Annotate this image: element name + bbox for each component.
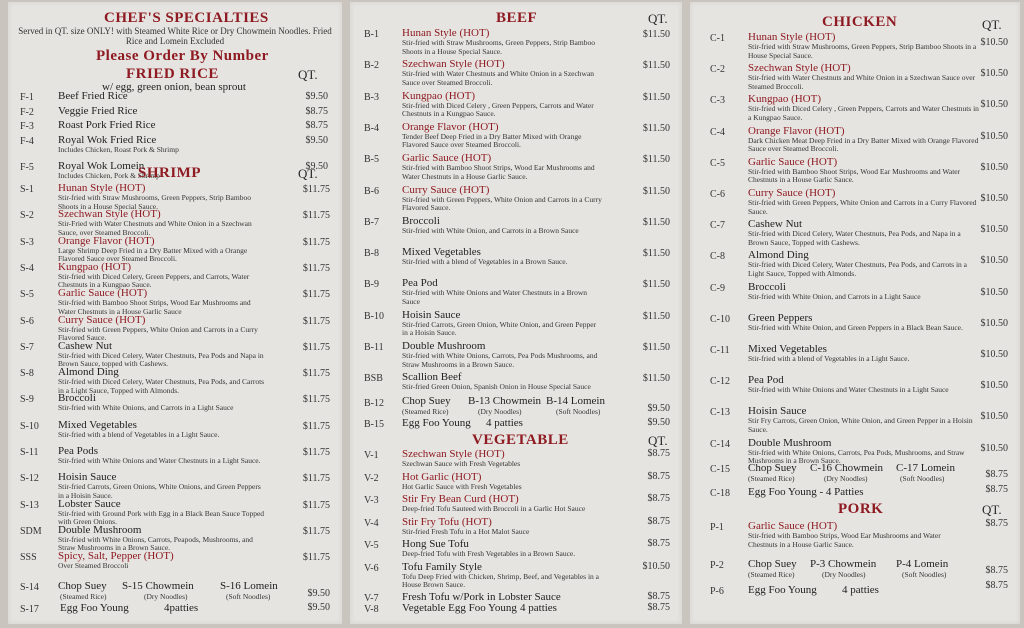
- item-price: $8.75: [647, 515, 670, 527]
- beef-qt: QT.: [648, 11, 668, 26]
- item-desc: Stir-fried with White Onions, Carrots, Peapods, Mushrooms, and Straw Mushrooms in a Brown Sauce.: [58, 534, 253, 553]
- order-note: Please Order By Number: [96, 48, 269, 64]
- foo-name: Egg Foo Young - 4 Patties: [748, 486, 864, 498]
- item-price: $8.75: [305, 120, 328, 131]
- item-desc: Stir-fried with Green Peppers, White Onion and Carrots in a Curry Flavored Sauce.: [58, 324, 258, 342]
- foo-name: Egg Foo Young: [60, 602, 129, 614]
- item-name: Hot Garlic (HOT): [402, 470, 482, 483]
- foo-name: Egg Foo Young: [748, 584, 817, 596]
- item-price: $9.50: [305, 161, 328, 172]
- item-code: P-1: [710, 522, 724, 533]
- item-desc: Stir-fried with Green Peppers, White Onion and Carrots in a Curry Flavored Sauce.: [402, 194, 602, 212]
- item-code: S-5: [20, 289, 34, 301]
- item-price: $10.50: [980, 317, 1008, 329]
- item-price: $11.75: [302, 184, 330, 195]
- item-desc: Stir-fried with Diced Celery , Green Peppers, Carrots and Water Chestnuts in a Kungpao Sauce.: [402, 100, 594, 119]
- combo-b: B-13 Chowmein: [468, 395, 542, 407]
- item-price: $10.50: [980, 442, 1008, 454]
- item-code: C-3: [710, 95, 725, 107]
- item-desc: Szechwan Sauce with Fresh Vegetables: [402, 459, 521, 468]
- item-price: $11.75: [302, 525, 330, 537]
- combo-code: S-14: [20, 582, 39, 593]
- foo-note: 4 patties: [486, 417, 523, 429]
- foo-code: B-15: [364, 419, 384, 430]
- fried-rice-qt: QT.: [298, 67, 318, 82]
- item-code: S-2: [20, 210, 34, 222]
- item-code: V-6: [364, 562, 379, 574]
- foo-price: $8.75: [985, 484, 1008, 495]
- item-price: $9.50: [305, 134, 328, 146]
- item-name: Scallion Beef: [402, 371, 462, 384]
- item-desc: Tender Beef Deep Fried in a Dry Batter Mixed with Orange Flavored Sauce over Steamed Broccoli.: [402, 131, 582, 150]
- item-desc: Stir-fried with Bamboo Shoot Strips, Wood Ear Mushrooms and Water Chestnuts in a House Garlic Sauce: [58, 298, 251, 316]
- item-code: B-9: [364, 279, 379, 291]
- combo-price: $8.75: [985, 469, 1008, 480]
- item-price: $11.75: [302, 552, 330, 564]
- item-name: Garlic Sauce (HOT): [58, 287, 148, 300]
- item-name: Orange Flavor (HOT): [748, 124, 845, 137]
- item-price: $9.50: [305, 91, 328, 102]
- item-code: B-10: [364, 310, 384, 322]
- item-code: C-12: [710, 376, 730, 388]
- item-name: Kungpao (HOT): [58, 260, 132, 273]
- item-code: B-2: [364, 60, 379, 72]
- fried-rice-subtitle: w/ egg, green onion, bean sprout: [102, 81, 246, 93]
- item-price: $10.50: [980, 99, 1008, 111]
- item-desc: Large Shrimp Deep Fried in a Dry Batter Mixed with a Orange Flavored Sauce over Steamed Broccoli.: [58, 245, 248, 264]
- item-price: $8.75: [647, 493, 670, 504]
- item-code: C-2: [710, 64, 725, 76]
- item-code: V-5: [364, 540, 379, 551]
- chicken-qt: QT.: [982, 17, 1002, 32]
- item-desc: Stir-fried with Diced Celery, Water Chestnuts, Pea Pods and Napa in Brown Sauce, topped with Cashews.: [58, 350, 264, 369]
- combo-code: P-2: [710, 560, 724, 571]
- item-desc: Deep-fried Tofu Sauteed with Broccoli in a Garlic Hot Sauce: [402, 504, 586, 513]
- item-price: $10.50: [980, 68, 1008, 80]
- item-desc: Stir-fried with White Onions and Water Chestnuts in a Light Sauce: [748, 385, 949, 395]
- item-desc: Stir-fried with White Onion, and Green Peppers in a Black Bean Sauce.: [748, 322, 963, 332]
- item-price: $11.50: [642, 122, 670, 134]
- item-name: Hong Sue Tofu: [402, 538, 469, 550]
- combo-b: S-15 Chowmein: [122, 580, 194, 592]
- item-code: C-7: [710, 220, 725, 232]
- item-name: Szechwan Style (HOT): [58, 208, 161, 221]
- item-name: Double Mushroom: [748, 436, 832, 449]
- item-name: Spicy, Salt, Pepper (HOT): [58, 550, 174, 563]
- item-code: SDM: [20, 525, 42, 537]
- item-price: $10.50: [980, 286, 1008, 298]
- item-name: Hunan Style (HOT): [402, 27, 490, 39]
- item-name: Pea Pods: [58, 445, 99, 457]
- combo-a-sub: (Steamed Rice): [402, 407, 449, 416]
- item-code: C-13: [710, 407, 730, 419]
- item-name: Broccoli: [748, 280, 786, 293]
- combo-b: C-16 Chowmein: [810, 462, 884, 474]
- combo-a: Chop Suey: [58, 580, 107, 592]
- shrimp-title: SHRIMP: [138, 165, 201, 181]
- item-price: $11.50: [642, 279, 670, 291]
- item-name: Szechwan Style (HOT): [402, 58, 505, 71]
- item-price: $10.50: [980, 193, 1008, 204]
- item-desc: Stir-fried with Straw Mushrooms, Green Peppers, Strip Bamboo Shoots in a House Special Sauce.: [402, 38, 595, 56]
- item-name: Curry Sauce (HOT): [402, 183, 490, 196]
- item-price: $11.50: [642, 373, 670, 385]
- item-name: Hoisin Sauce: [402, 308, 461, 321]
- item-code: S-9: [20, 394, 34, 406]
- item-desc: Stir-fried with Straw Mushrooms, Green Peppers, Strip Bamboo Shoots in a House Special Sauce.: [748, 42, 977, 60]
- item-price: $8.75: [985, 518, 1008, 529]
- item-name: Roast Pork Fried Rice: [58, 119, 156, 131]
- item-price: $10.50: [980, 130, 1008, 142]
- combo-c: P-4 Lomein: [896, 558, 949, 570]
- item-code: S-13: [20, 499, 39, 511]
- item-code: S-7: [20, 341, 34, 353]
- item-name: Orange Flavor (HOT): [402, 120, 499, 133]
- item-price: $8.75: [647, 601, 670, 613]
- item-name: Mixed Vegetables: [58, 418, 137, 431]
- item-desc: Stir-fried with a blend of Vegetables in a Light Sauce.: [58, 429, 220, 439]
- combo-price: $9.50: [647, 403, 670, 414]
- item-desc: Stir-fried with Green Peppers, White Onion and Carrots in a Curry Flavored Sauce.: [748, 198, 977, 216]
- item-desc: Hot Garlic Sauce with Fresh Vegetables: [402, 481, 522, 491]
- item-code: S-11: [20, 447, 39, 458]
- chicken-title: CHICKEN: [822, 14, 898, 30]
- item-name: Curry Sauce (HOT): [58, 313, 146, 326]
- combo-code: B-12: [364, 398, 384, 409]
- item-price: $11.75: [302, 262, 330, 274]
- foo-code: P-6: [710, 586, 724, 597]
- item-name: Double Mushroom: [402, 340, 486, 352]
- item-desc: Includes Chicken, Roast Pork & Shrimp: [58, 144, 179, 154]
- item-price: $11.75: [302, 473, 330, 485]
- item-desc: Stir-fried with White Onions and Water Chestnuts in a Light Sauce.: [58, 456, 261, 465]
- item-name: Mixed Vegetables: [748, 343, 827, 355]
- item-desc: Stir-fried with Straw Mushrooms, Green Peppers, Strip Bamboo Shoots in a House Special Sauce.: [58, 193, 251, 211]
- item-price: $11.50: [642, 91, 670, 103]
- shrimp-qt: QT.: [298, 166, 318, 181]
- item-code: F-1: [20, 92, 34, 103]
- item-desc: Stir-fried with White Onion, and Carrots in a Light Sauce: [748, 291, 921, 301]
- item-name: Garlic Sauce (HOT): [748, 520, 838, 532]
- item-name: Hoisin Sauce: [748, 405, 807, 418]
- item-desc: Stir-fried with Water Chestnuts and White Onion in a Szechwan Sauce over Steamed Broccoli.: [748, 73, 976, 91]
- combo-a-sub: (Steamed Rice): [748, 474, 795, 483]
- item-note: 4 patties: [520, 601, 557, 614]
- item-name: Szechwan Style (HOT): [402, 448, 505, 460]
- combo-b-sub: (Dry Noodles): [478, 407, 522, 416]
- item-code: V-2: [364, 472, 379, 484]
- item-code: V-8: [364, 603, 379, 615]
- item-price: $10.50: [980, 349, 1008, 360]
- item-code: SSS: [20, 552, 37, 564]
- item-desc: Stir-fried with Diced Celery, Green Peppers, and Carrots, Water Chestnuts in a Kungpao Sauce.: [58, 271, 250, 290]
- item-desc: Stir-fried with Bamboo Shoot Strips, Wood Ear Mushrooms and Water Chestnuts in a House Garlic Sauce.: [402, 163, 595, 181]
- pork-qt: QT.: [982, 502, 1002, 517]
- item-price: $10.50: [642, 560, 670, 572]
- item-name: Mixed Vegetables: [402, 246, 481, 259]
- item-desc: Stir-fried with Ground Pork with Egg in a Black Bean Sauce Topped with Green Onions.: [58, 508, 265, 527]
- item-price: $11.75: [302, 447, 330, 458]
- item-name: Royal Wok Fried Rice: [58, 133, 157, 146]
- item-name: Pea Pod: [402, 277, 438, 290]
- item-price: $11.75: [302, 315, 330, 327]
- item-price: $10.50: [980, 161, 1008, 173]
- item-price: $11.75: [302, 394, 330, 406]
- item-code: F-5: [20, 162, 34, 173]
- item-name: Kungpao (HOT): [402, 89, 476, 102]
- item-code: V-1: [364, 450, 379, 461]
- item-code: F-2: [20, 106, 34, 118]
- item-name: Broccoli: [58, 392, 96, 405]
- item-desc: Stir-fried with Bamboo Shoot Strips, Wood Ear Mushrooms and Water Chestnuts in a House Garlic Sauce.: [748, 166, 961, 185]
- item-name: Stir Fry Tofu (HOT): [402, 515, 492, 528]
- item-desc: Stir-fried with White Onions, Carrots, Pea Pods Mushrooms, and Straw Mushrooms in a Brown Sauce.: [402, 351, 598, 369]
- foo-code: S-17: [20, 604, 39, 615]
- item-code: S-1: [20, 184, 34, 195]
- item-desc: Stir-fried with a blend of Vegetables in a Brown Sauce.: [402, 257, 568, 267]
- item-desc: Dark Chicken Meat Deep Fried in a Dry Batter Mixed with Orange Flavored Sauce over Steamed Broccoli.: [748, 135, 979, 154]
- item-name: Veggie Fried Rice: [58, 104, 138, 117]
- item-code: C-6: [710, 189, 725, 200]
- item-code: B-5: [364, 154, 379, 166]
- item-code: S-8: [20, 368, 34, 380]
- item-code: C-14: [710, 438, 730, 450]
- item-code: B-4: [364, 122, 379, 134]
- item-code: B-8: [364, 248, 379, 260]
- item-price: $8.75: [647, 470, 670, 482]
- item-desc: Stir-fried with a blend of Vegetables in a Light Sauce.: [748, 354, 910, 363]
- foo-price: $9.50: [647, 417, 670, 428]
- item-desc: Stir Fry Carrots, Green Onion, White Onion, and Green Pepper in a Hoisin Sauce.: [748, 416, 973, 434]
- combo-price: $9.50: [307, 588, 330, 599]
- foo-code: C-18: [710, 488, 730, 499]
- item-price: $11.75: [302, 289, 330, 301]
- foo-price: $9.50: [307, 602, 330, 613]
- combo-b-sub: (Dry Noodles): [144, 592, 188, 601]
- combo-c-sub: (Soft Noodles): [902, 570, 947, 579]
- combo-a: Chop Suey: [748, 462, 797, 474]
- item-name: Broccoli: [402, 214, 440, 227]
- item-price: $11.50: [642, 310, 670, 322]
- item-code: C-4: [710, 126, 725, 138]
- item-code: B-6: [364, 185, 379, 197]
- item-name: Green Peppers: [748, 311, 813, 324]
- item-name: Pea Pod: [748, 374, 784, 387]
- item-name: Almond Ding: [58, 366, 119, 379]
- item-code: S-4: [20, 262, 34, 274]
- item-desc: Stir-fried with Diced Celery, Water Chestnuts, Pea Pods, and Carrots in a Light Sauce, Topped with Almonds.: [58, 377, 265, 395]
- item-price: $8.75: [305, 105, 328, 117]
- item-price: $11.50: [642, 216, 670, 228]
- item-desc: Over Steamed Broccoli: [58, 561, 129, 571]
- item-code: V-7: [364, 593, 379, 604]
- item-name: Garlic Sauce (HOT): [748, 155, 838, 168]
- item-desc: Stir-fried Carrots, Green Onions, White Onions, and Green Peppers in a Hoisin Sauce.: [58, 482, 261, 500]
- item-code: C-1: [710, 33, 725, 44]
- item-name: Garlic Sauce (HOT): [402, 152, 492, 165]
- vegetable-title: VEGETABLE: [472, 432, 569, 448]
- item-desc: Stir-Fried with Water Chestnuts and White Onion in a Szechwan Sauce, over Steamed Broccoli.: [58, 219, 252, 237]
- item-name: Cashew Nut: [58, 339, 113, 352]
- item-price: $11.75: [302, 210, 330, 222]
- combo-a-sub: (Steamed Rice): [748, 570, 795, 579]
- item-code: C-5: [710, 157, 725, 169]
- item-code: B-11: [364, 342, 384, 353]
- combo-a-sub: (Steamed Rice): [60, 592, 107, 601]
- item-name: Tofu Family Style: [402, 560, 482, 573]
- item-price: $10.50: [980, 37, 1008, 48]
- middle-panel: [350, 2, 682, 624]
- item-price: $11.75: [302, 236, 330, 248]
- specialties-title: CHEF'S SPECIALTIES: [104, 10, 269, 26]
- item-name: Szechwan Style (HOT): [748, 62, 851, 75]
- combo-a: Chop Suey: [748, 558, 797, 570]
- foo-note: 4patties: [164, 602, 199, 614]
- combo-c: B-14 Lomein: [546, 395, 605, 407]
- item-price: $11.50: [642, 248, 670, 260]
- item-name: Fresh Tofu w/Pork in Lobster Sauce: [402, 591, 561, 603]
- combo-b: P-3 Chowmein: [810, 558, 877, 570]
- item-name: Royal Wok Lomein: [58, 160, 145, 172]
- item-code: V-3: [364, 495, 379, 506]
- item-desc: Stir-fried Green Onion, Spanish Onion in House Special Sauce: [402, 382, 591, 392]
- item-price: $11.50: [642, 29, 670, 40]
- item-code: F-3: [20, 121, 34, 132]
- item-desc: Stir-fried with White Onions, Carrots, Pea Pods, Mushrooms, and Straw Mushrooms in a Brown Sauce.: [748, 447, 965, 466]
- item-price: $11.75: [302, 499, 330, 511]
- item-code: S-12: [20, 473, 39, 485]
- item-price: $11.75: [302, 341, 330, 353]
- item-price: $10.50: [980, 380, 1008, 392]
- item-code: C-9: [710, 282, 725, 294]
- item-desc: Stir-fried with Diced Celery, Water Chestnuts, Pea Pods, and Napa in a Brown Sauce, Topped with Cashews.: [748, 229, 961, 247]
- item-name: Cashew Nut: [748, 218, 803, 231]
- combo-c: S-16 Lomein: [220, 580, 278, 592]
- right-panel: [690, 2, 1020, 624]
- item-price: $8.75: [647, 538, 670, 549]
- pork-title: PORK: [838, 501, 884, 517]
- item-desc: Stir-fried Carrots, Green Onion, White Onion, and Green Pepper in a Hoisin Sauce.: [402, 319, 597, 338]
- item-desc: Deep-fried Tofu with Fresh Vegetables in a Brown Sauce.: [402, 549, 576, 558]
- combo-c-sub: (Soft Noodles): [900, 474, 945, 483]
- item-desc: Tofu Deep Fried with Chicken, Shrimp, Beef, and Vegetables in a House Brown Sauce.: [402, 571, 599, 589]
- foo-name: Egg Foo Young: [402, 417, 471, 429]
- item-name: Stir Fry Bean Curd (HOT): [402, 493, 519, 505]
- item-name: Hunan Style (HOT): [58, 182, 146, 194]
- item-name: Vegetable Egg Foo Young: [402, 601, 517, 614]
- foo-note: 4 patties: [842, 584, 879, 596]
- item-name: Beef Fried Rice: [58, 90, 128, 102]
- item-name: Orange Flavor (HOT): [58, 234, 155, 247]
- combo-a: Chop Suey: [402, 395, 451, 407]
- fried-rice-title: FRIED RICE: [126, 66, 219, 82]
- item-desc: Stir-fried with Water Chestnuts and White Onion in a Szechwan Sauce over Steamed Broccoli.: [402, 69, 595, 87]
- item-desc: Stir-fried Fresh Tofu in a Hot Malot Sauce: [402, 526, 530, 536]
- combo-c: C-17 Lomein: [896, 462, 955, 474]
- item-name: Hoisin Sauce: [58, 471, 117, 484]
- combo-c-sub: (Soft Noodles): [226, 592, 271, 601]
- item-price: $10.50: [980, 411, 1008, 423]
- left-panel: [8, 2, 342, 624]
- combo-b-sub: (Dry Noodles): [822, 570, 866, 579]
- beef-title: BEEF: [496, 10, 538, 26]
- item-name: Double Mushroom: [58, 523, 142, 536]
- item-code: S-3: [20, 236, 34, 248]
- item-desc: Stir-fried with Diced Celery , Green Peppers, Carrots and Water Chestnuts in a Kungpao Sauce.: [748, 104, 979, 122]
- item-code: S-6: [20, 315, 34, 327]
- item-code: B-1: [364, 29, 379, 40]
- item-price: $11.75: [302, 368, 330, 380]
- item-price: $11.50: [642, 342, 670, 353]
- item-code: B-7: [364, 216, 379, 228]
- item-code: B-3: [364, 91, 379, 103]
- foo-price: $8.75: [985, 580, 1008, 591]
- item-price: $8.75: [647, 448, 670, 459]
- item-price: $10.50: [980, 255, 1008, 267]
- item-name: Kungpao (HOT): [748, 93, 822, 106]
- combo-price: $8.75: [985, 565, 1008, 576]
- combo-code: C-15: [710, 464, 730, 475]
- item-name: Almond Ding: [748, 249, 809, 262]
- item-code: S-10: [20, 420, 39, 432]
- item-desc: Includes Chicken, Pork & Shrimp: [58, 171, 160, 180]
- combo-b-sub: (Dry Noodles): [824, 474, 868, 483]
- item-code: V-4: [364, 517, 379, 529]
- item-price: $11.50: [642, 154, 670, 166]
- item-price: $8.75: [647, 591, 670, 602]
- item-code: F-4: [20, 135, 34, 147]
- item-price: $11.75: [302, 420, 330, 432]
- item-code: C-8: [710, 251, 725, 263]
- item-price: $11.50: [642, 60, 670, 72]
- item-code: BSB: [364, 373, 383, 385]
- item-desc: Stir-fried with White Onion, and Carrots in a Brown Sauce: [402, 225, 579, 235]
- item-name: Curry Sauce (HOT): [748, 187, 836, 199]
- item-desc: Stir-fried with Bamboo Strips, Wood Ear Mushrooms and Water Chestnuts in a House Garlic Sauce.: [748, 531, 941, 549]
- item-price: $10.50: [980, 224, 1008, 236]
- item-code: C-11: [710, 345, 730, 356]
- combo-c-sub: (Soft Noodles): [556, 407, 601, 416]
- item-desc: Stir-fried with White Onions, and Carrots in a Light Sauce: [58, 403, 234, 413]
- item-name: Hunan Style (HOT): [748, 31, 836, 43]
- item-desc: Stir-fried with White Onions and Water Chestnuts in a Brown Sauce: [402, 288, 587, 306]
- specialties-intro: Served in QT. size ONLY! with Steamed White Rice or Dry Chowmein Noodles. Fried Rice and Lomein Excluded: [18, 26, 332, 46]
- item-name: Lobster Sauce: [58, 497, 121, 510]
- vegetable-qt: QT.: [648, 433, 668, 448]
- item-code: C-10: [710, 313, 730, 325]
- item-price: $11.50: [642, 185, 670, 197]
- item-desc: Stir-fried with Diced Celery, Water Chestnuts, Pea Pods, and Carrots in a Light Sauce, Topped with Almonds.: [748, 260, 967, 278]
